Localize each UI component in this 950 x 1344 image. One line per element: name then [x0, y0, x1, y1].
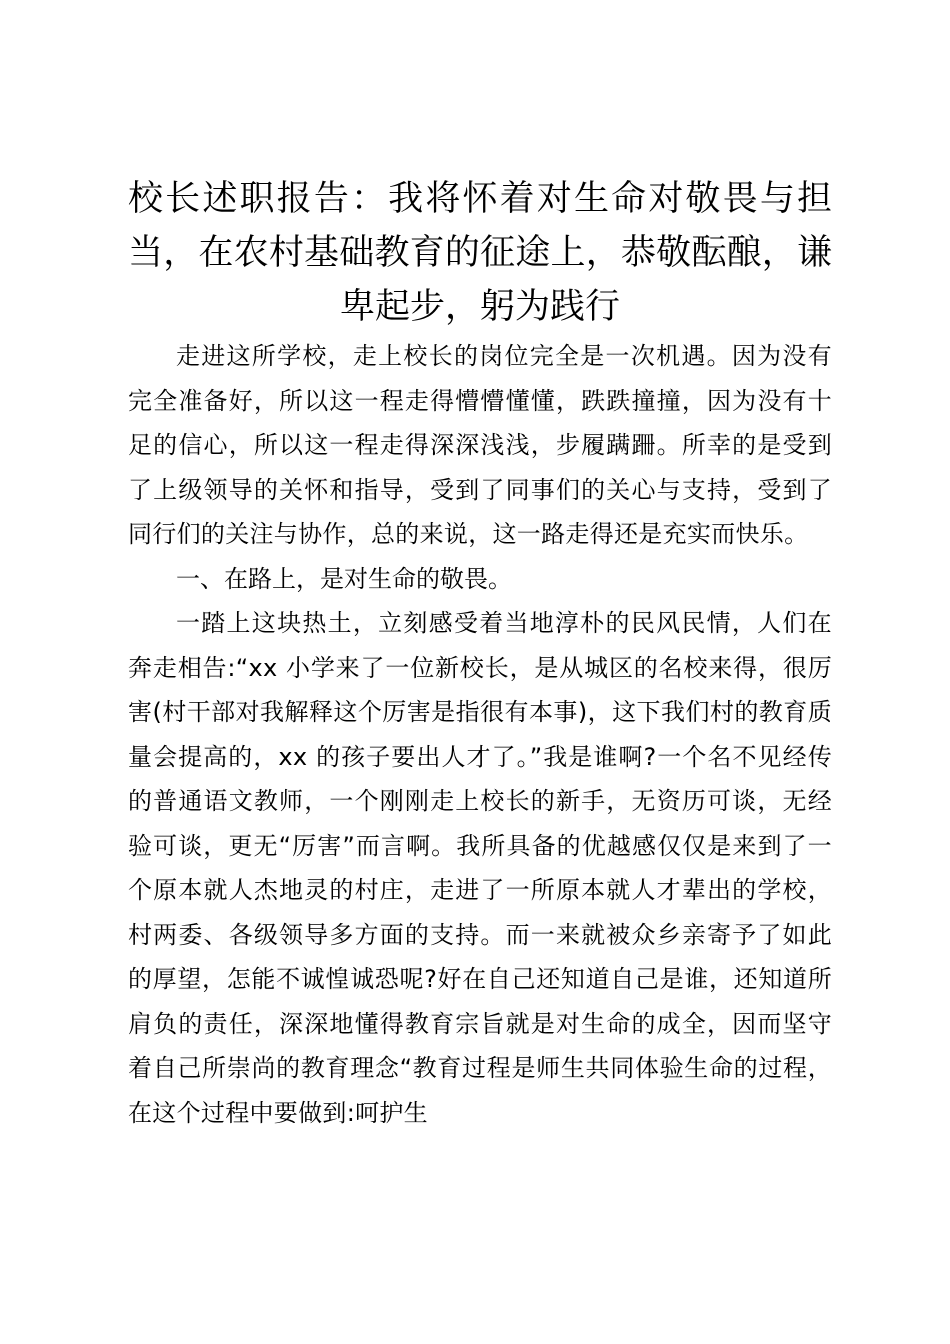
document-title: 校长述职报告：我将怀着对生命对敬畏与担当，在农村基础教育的征途上，恭敬酝酿，谦卑起步，躬为践行	[128, 179, 832, 327]
section-heading: 一、在路上，是对生命的敬畏。	[176, 564, 512, 593]
paragraph-body: 一踏上这块热土，立刻感受着当地淳朴的民风民情，人们在奔走相告:“xx 小学来了一位新校长，是从城区的名校来得，很厉害(村干部对我解释这个厉害是指很有本事)，这下我们村的教育质量会提高的，xx 的孩子要出人才了。”我是谁啊?一个名不见经传的普通语文教师，一个刚刚走上校长的新手，无资历可谈，无经验可谈，更无“厉害”而言啊。我所具备的优越感仅仅是来到了一个原本就人杰地灵的村庄，走进了一所原本就人才辈出的学校，村两委、各级领导多方面的支持。而一来就被众乡亲寄予了如此的厚望，怎能不诚惶诚恐呢?好在自己还知道自己是谁，还知道所肩负的责任，深深地懂得教育宗旨就是对生命的成全，因而坚守着自己所崇尚的教育理念“教育过程是师生共同体验生命的过程，在这个过程中要做到:呵护生	[128, 609, 832, 1127]
document-page	[128, 172, 832, 1135]
paragraph-intro: 走进这所学校，走上校长的岗位完全是一次机遇。因为没有完全准备好，所以这一程走得懵懵懂懂，跌跌撞撞，因为没有十足的信心，所以这一程走得深深浅浅，步履蹒跚。所幸的是受到了上级领导的关怀和指导，受到了同事们的关心与支持，受到了同行们的关注与协作，总的来说，这一路走得还是充实而快乐。	[128, 342, 832, 548]
